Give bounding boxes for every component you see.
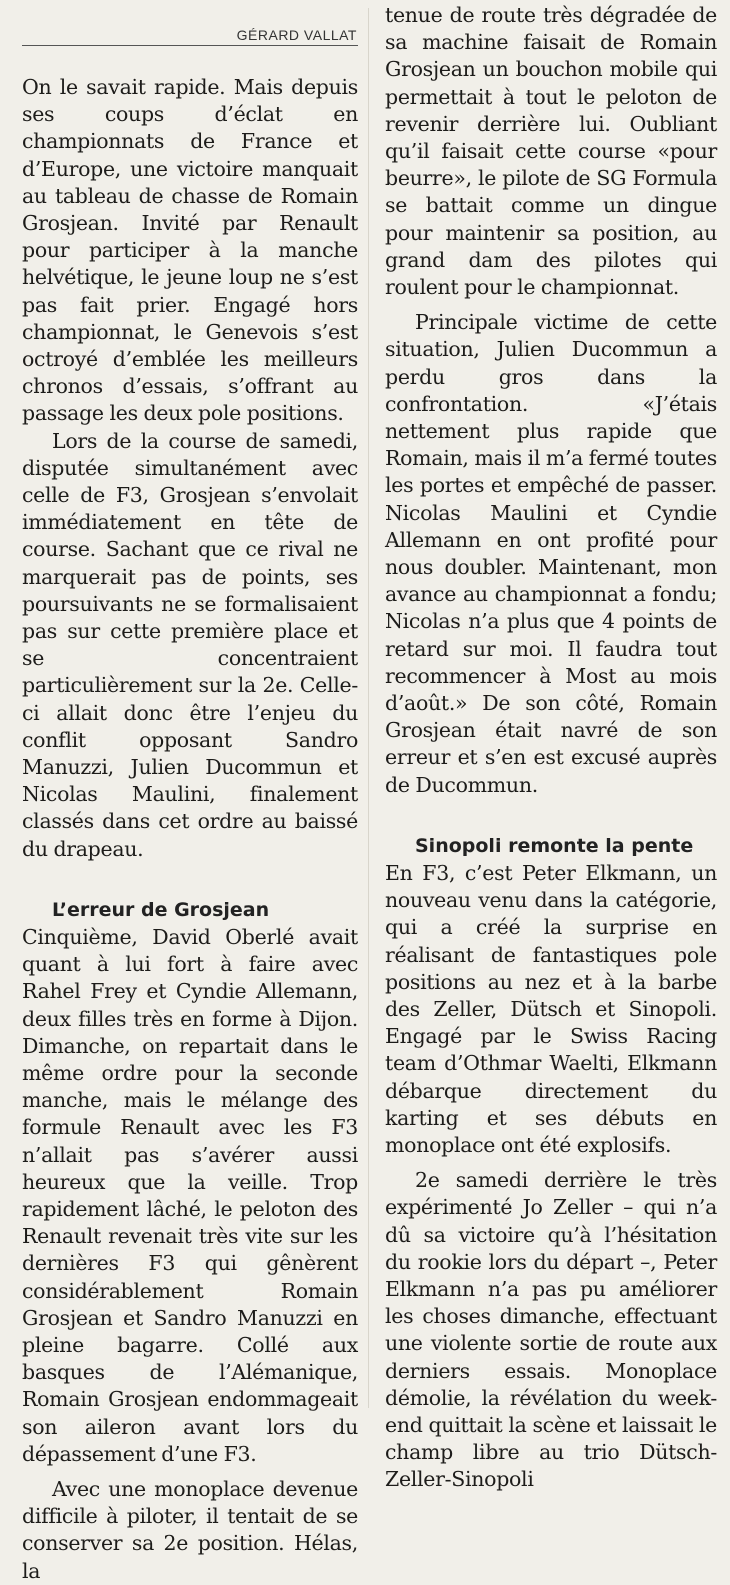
paragraph-ducommun-quote: Principale victime de cette situation, Julien Ducommun a perdu gros dans la confrontation. «J’étais nettement plus rapide que Romain, mais il m’a fermé toutes les portes et empêché de passer. Nicolas Maulini et Cyndie Allemann en ont profité pour nous doubler. Maintenant, mon avance au championnat a fondu; Nicolas n’a plus que 4 points de retard sur moi. Il faudra tout recommencer à Most au mois d’août.» De son côté, Romain Grosjean était navré de son erreur et s’en est excusé auprès de Ducommun.	[385, 310, 717, 797]
subheading-sinopoli: Sinopoli remonte la pente	[415, 834, 694, 857]
section-gap	[385, 799, 717, 833]
paragraph-gap	[385, 301, 717, 309]
paragraph-saturday-race: Lors de la course de samedi, disputée simultanément avec celle de F3, Grosjean s’envolait immédiatement en tête de course. Sachant que ce rival ne marquerait pas de points, ses poursuivants ne se formalisaient pas sur cette première place et se concentraient particulièrement sur la 2e. Celle-ci allait donc être l’enjeu du conflit opposant Sandro Manuzzi, Julien Ducommun et Nicolas Maulini, finalement classés dans cet ordre au baissé du drapeau.	[22, 428, 358, 861]
paragraph-elkmann: En F3, c’est Peter Elkmann, un nouveau venu dans la catégorie, qui a créé la surprise en réalisant de fantastiques pole positions au nez et à la barbe des Zeller, Dütsch et Sinopoli. Engagé par le Swiss Racing team d’Othmar Waelti, Elkmann débarque directement du karting et ses débuts en monoplace ont été explosifs.	[385, 860, 717, 1157]
paragraph-gap	[385, 1159, 717, 1167]
paragraph-gap	[22, 1468, 358, 1476]
article-column-right	[385, 2, 717, 1494]
paragraph-damaged-car: Avec une monoplace devenue difficile à piloter, il tentait de se conserver sa 2e position. Hélas, la	[22, 1476, 358, 1583]
paragraph-intro: On le savait rapide. Mais depuis ses coups d’éclat en championnats de France et d’Europe, une victoire manquait au tableau de chasse de Romain Grosjean. Invité par Renault pour participer à la manche helvétique, le jeune loup ne s’est pas fait prier. Engagé hors championnat, le Genevois s’est octroyé d’emblée les meilleurs chronos d’essais, s’offrant au passage les deux pole positions.	[22, 75, 358, 426]
section-gap	[22, 863, 358, 897]
paragraph-mobile-roadblock: tenue de route très dégradée de sa machine faisait de Romain Grosjean un bouchon mobile qui permettait à tout le peloton de revenir derrière lui. Oubliant qu’il faisait cette course «pour beurre», le pilote de SG Formula se battait comme un dingue pour maintenir sa position, au grand dam des pilotes qui roulent pour le championnat.	[385, 3, 717, 300]
paragraph-zeller-victory: 2e samedi derrière le très expérimenté Jo Zeller – qui n’a dû sa victoire qu’à l’hésitation du rookie lors du départ –, Peter Elkmann n’a pas pu améliorer les choses dimanche, effectuant une violente sortie de route aux derniers essais. Monoplace démolie, la révélation du week-end quittait la scène et laissait le champ libre au trio Dütsch-Zeller-Sinopoli	[385, 1168, 717, 1492]
column-separator	[368, 8, 369, 1408]
subheading-grosjean-error: L’erreur de Grosjean	[52, 898, 270, 921]
author-byline: GÉRARD VALLAT	[236, 27, 357, 43]
paragraph-oberle: Cinquième, David Oberlé avait quant à lui fort à faire avec Rahel Frey et Cyndie Allemann, deux filles très en forme à Dijon. Dimanche, on repartait dans le même ordre pour la seconde manche, mais le mélange des formule Renault avec les F3 n’allait pas s’avérer aussi heureux que la veille. Trop rapidement lâché, le peloton des Renault revenait très vite sur les dernières F3 qui gênèrent considérablement Romain Grosjean et Sandro Manuzzi en pleine bagarre. Collé aux basques de l’Alémanique, Romain Grosjean endommageait son aileron avant lors du dépassement d’une F3.	[22, 924, 358, 1466]
byline-rule	[22, 45, 358, 46]
article-column-left	[22, 74, 358, 1585]
